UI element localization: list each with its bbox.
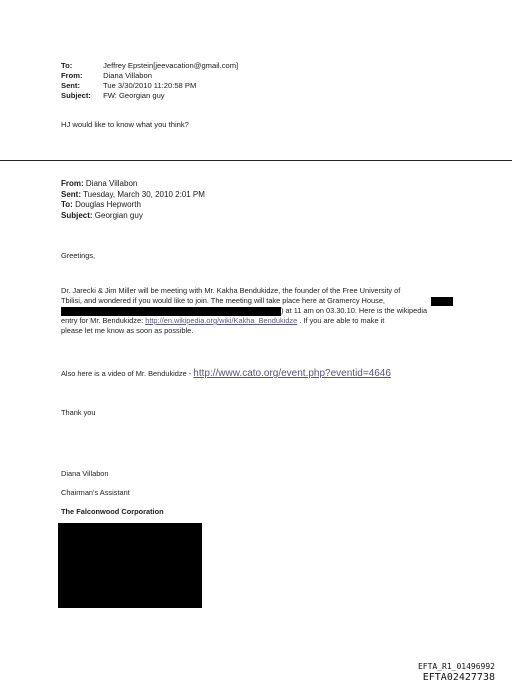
fwd-subject-row [61, 211, 205, 222]
video-line [61, 369, 391, 379]
redaction-box [61, 307, 281, 316]
paragraph-line-2: Tbilisi, and wondered if you would like to join. The meeting will take place here at Gramercy House, [61, 296, 385, 305]
fwd-from-label: From: [61, 179, 84, 188]
paragraph-line-3: ) at 11 am on 03.30.10. Here is the wikipedia [281, 306, 428, 315]
sent-value: Tue 3/30/2010 11:20:58 PM [102, 81, 197, 90]
fwd-subject-label: Subject: [61, 210, 93, 220]
fwd-to-row [61, 200, 205, 211]
paragraph-line-4 [61, 316, 384, 326]
paragraph-line-1: Dr. Jarecki & Jim Miller will be meeting with Mr. Kakha Bendukidze, the founder of the Free University of [61, 286, 401, 295]
redaction-box [431, 297, 453, 306]
divider-line [0, 160, 512, 161]
top-message: HJ would like to know what you think? [61, 120, 189, 129]
sent-row [61, 81, 238, 91]
email-header [61, 61, 238, 101]
to-label: To: [61, 61, 73, 70]
bates-number-2: EFTA02427738 [422, 672, 495, 683]
subject-row [61, 91, 238, 101]
video-link[interactable]: http://www.cato.org/event.php?eventid=4646 [193, 368, 391, 379]
to-row [61, 61, 238, 71]
fwd-to-value: Douglas Hepworth [75, 200, 141, 209]
sent-label: Sent: [61, 81, 80, 90]
thanks: Thank you [61, 408, 96, 417]
from-row [61, 71, 238, 81]
subject-label: Subject: [61, 91, 91, 100]
fwd-subject-value: Georgian guy [94, 210, 143, 220]
fwd-sent-label: Sent: [61, 189, 81, 199]
signature-name: Diana Villabon [61, 469, 109, 478]
video-prefix: Also here is a video of Mr. Bendukidze - [61, 369, 192, 378]
paragraph-line-5: please let me know as soon as possible. [61, 326, 194, 335]
to-value: Jeffrey Epstein[jeevacation@gmail.com] [103, 61, 239, 70]
wiki-link[interactable]: http://en.wikipedia.org/wiki/Kakha_Bendukidze [145, 316, 298, 325]
wiki-prefix: entry for Mr. Bendukidze: [61, 316, 144, 325]
signature-title: Chairman's Assistant [61, 488, 130, 497]
subject-value: FW: Georgian guy [103, 91, 165, 100]
fwd-from-value: Diana Villabon [85, 179, 138, 188]
forwarded-header [61, 179, 205, 221]
greeting: Greetings, [61, 251, 96, 260]
fwd-to-label: To: [61, 200, 73, 209]
wiki-suffix: . If you are able to make it [299, 316, 385, 325]
from-value: Diana Villabon [103, 71, 152, 80]
fwd-sent-row [61, 190, 205, 201]
redaction-box [58, 523, 202, 608]
bates-number-1: EFTA_R1_01496992 [417, 662, 495, 671]
from-label: From: [61, 71, 83, 80]
fwd-from-row [61, 179, 205, 190]
signature-company: The Falconwood Corporation [61, 507, 164, 516]
fwd-sent-value: Tuesday, March 30, 2010 2:01 PM [83, 189, 205, 199]
